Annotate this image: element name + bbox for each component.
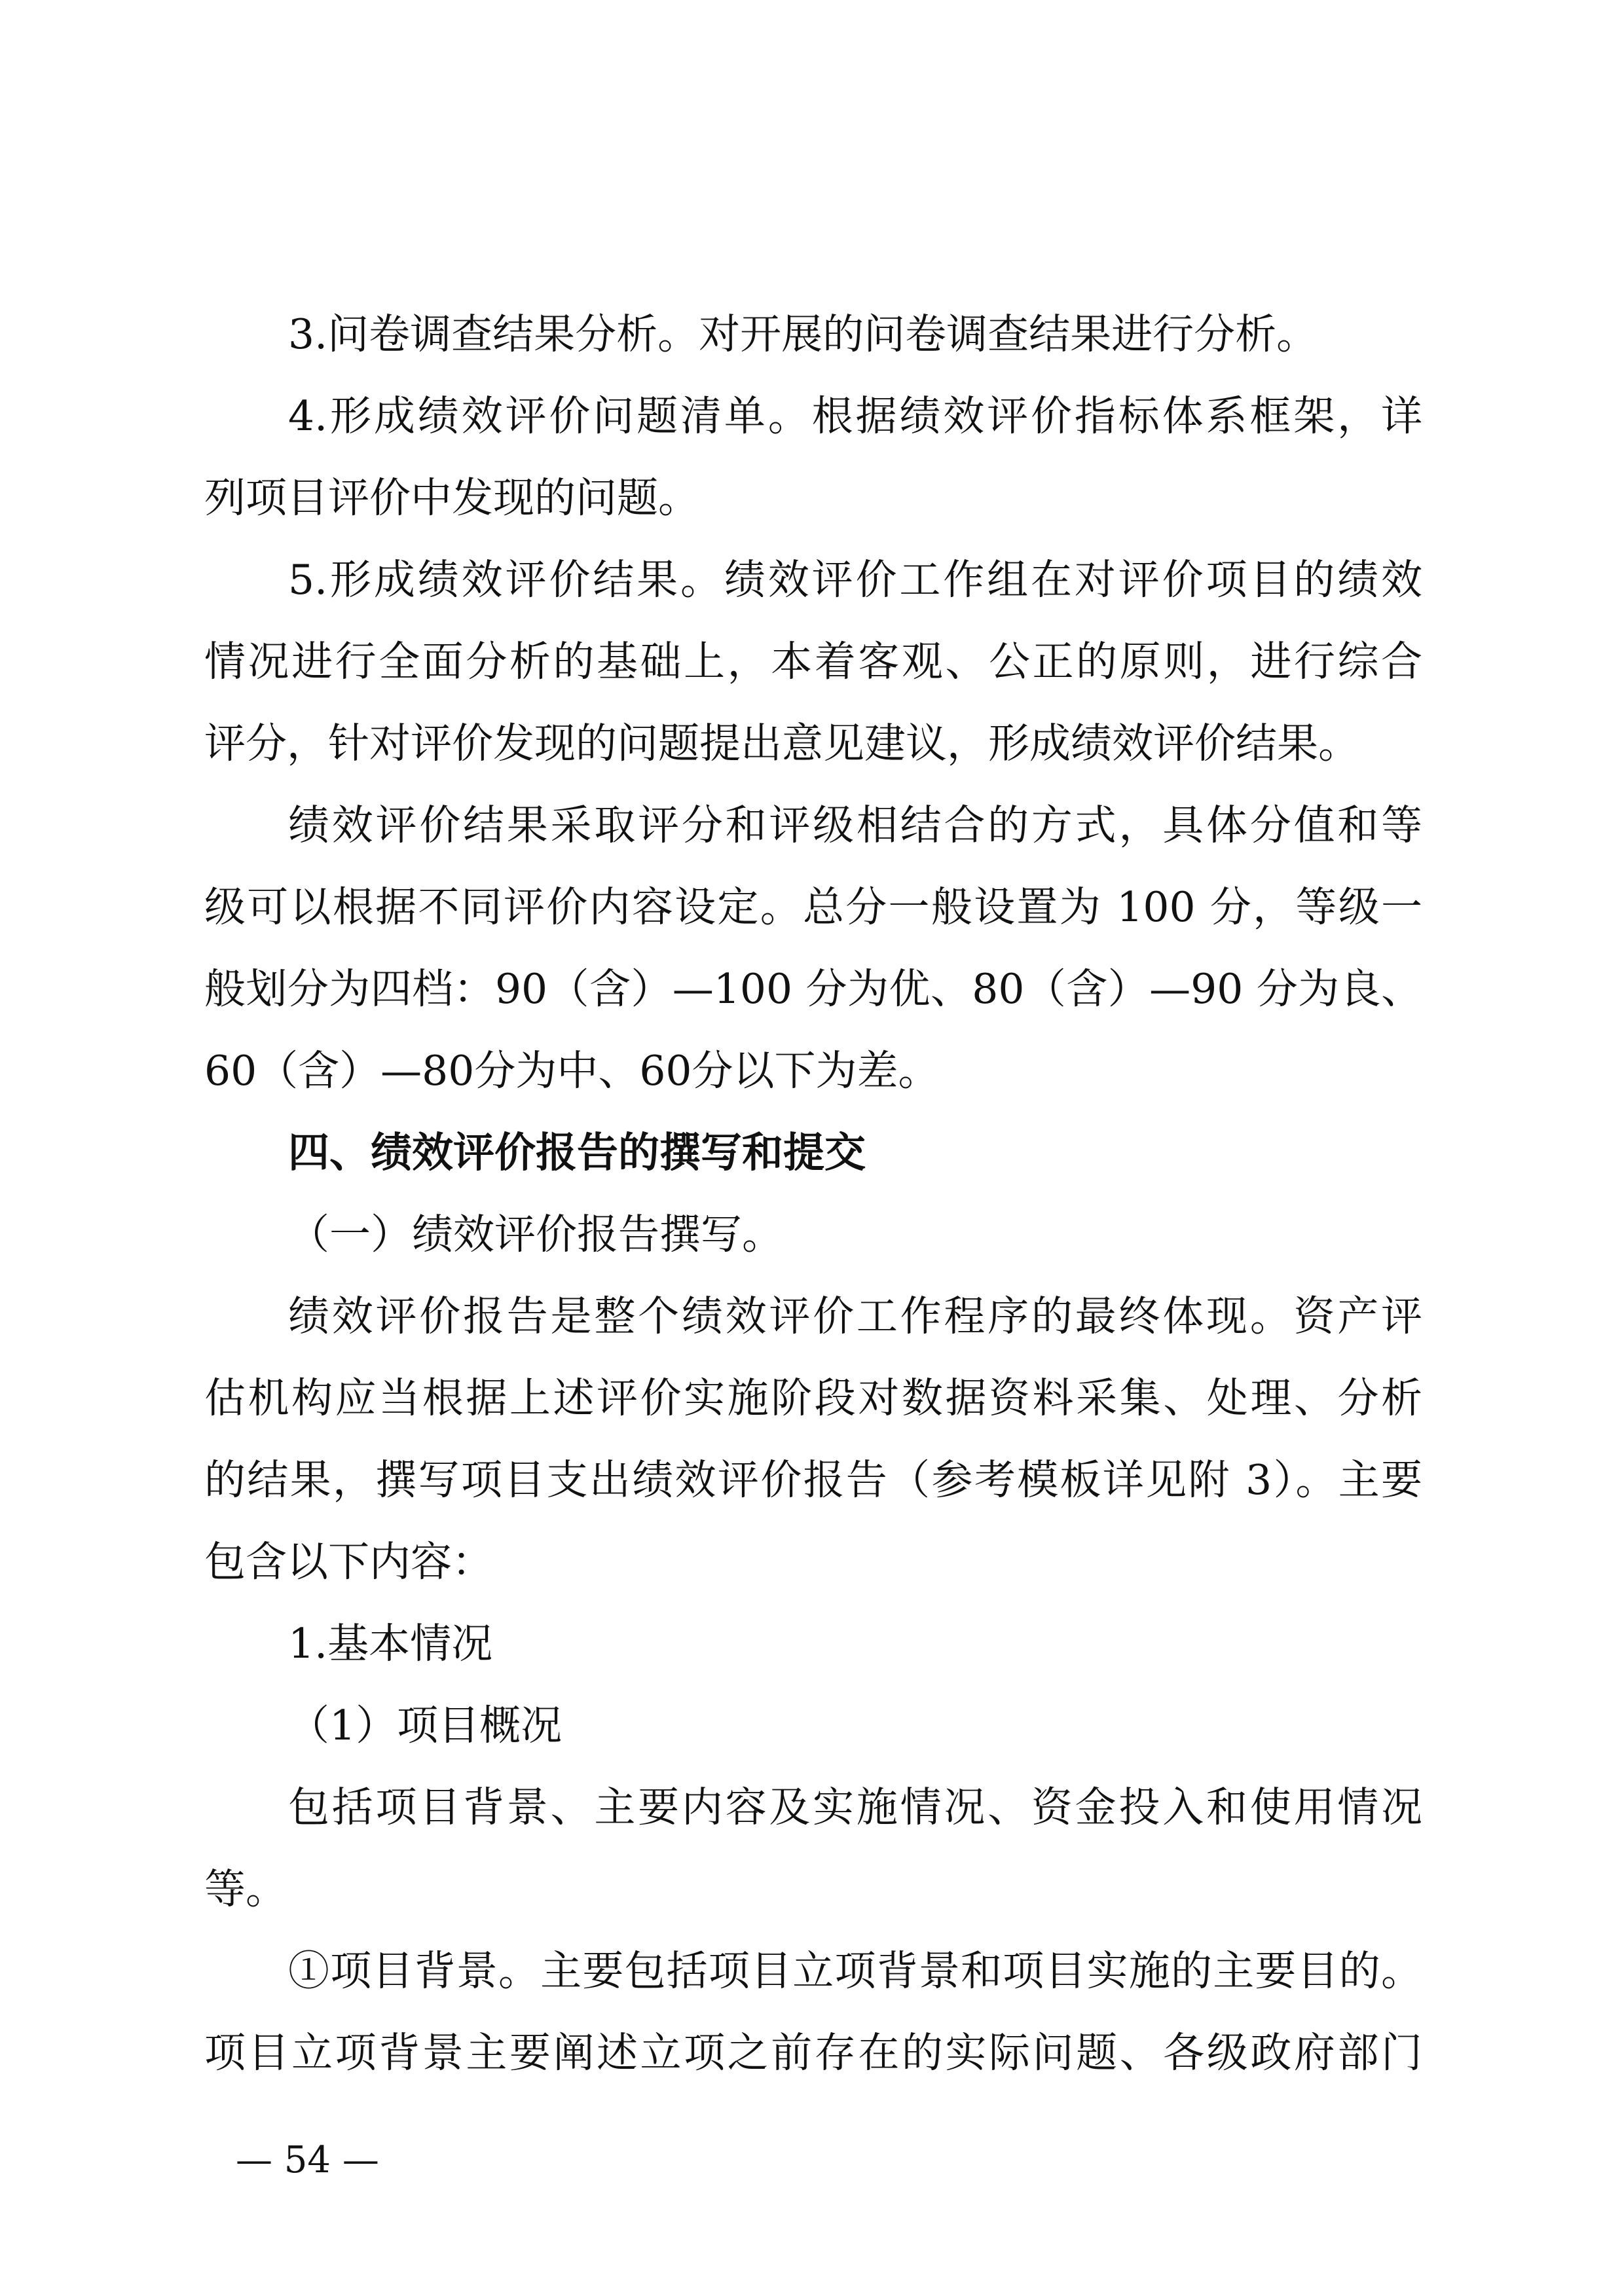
paragraph-line: 包含以下内容： bbox=[204, 1538, 493, 1586]
paragraph-line: 3.问卷调查结果分析。对开展的问卷调查结果进行分析。 bbox=[288, 310, 1318, 358]
paragraph-line: 般划分为四档：90（含）—100 分为优、80（含）—90 分为良、 bbox=[204, 965, 1422, 1013]
paragraph-line: 级可以根据不同评价内容设定。总分一般设置为 100 分，等级一 bbox=[204, 883, 1422, 931]
page-number: — 54 — bbox=[236, 2139, 379, 2181]
paragraph-line: 绩效评价结果采取评分和评级相结合的方式，具体分值和等 bbox=[288, 801, 1422, 849]
paragraph-line: 60（含）—80分为中、60分以下为差。 bbox=[204, 1047, 940, 1095]
paragraph-line: 列项目评价中发现的问题。 bbox=[204, 474, 699, 522]
paragraph-line: 评分，针对评价发现的问题提出意见建议，形成绩效评价结果。 bbox=[204, 720, 1359, 767]
section-heading: 四、绩效评价报告的撰写和提交 bbox=[288, 1129, 866, 1176]
subsection-heading: （一）绩效评价报告撰写。 bbox=[288, 1211, 783, 1258]
paragraph-line: 情况进行全面分析的基础上，本着客观、公正的原则，进行综合 bbox=[204, 638, 1422, 685]
list-heading: 1.基本情况 bbox=[288, 1620, 493, 1667]
paragraph-line: 包括项目背景、主要内容及实施情况、资金投入和使用情况 bbox=[288, 1783, 1422, 1831]
paragraph-line: 的结果，撰写项目支出绩效评价报告（参考模板详见附 3）。主要 bbox=[204, 1456, 1422, 1504]
paragraph-line: 4.形成绩效评价问题清单。根据绩效评价指标体系框架，详 bbox=[288, 392, 1422, 440]
paragraph-line: 绩效评价报告是整个绩效评价工作程序的最终体现。资产评 bbox=[288, 1292, 1422, 1340]
paragraph-line: 项目立项背景主要阐述立项之前存在的实际问题、各级政府部门 bbox=[204, 2029, 1422, 2077]
list-subheading: （1）项目概况 bbox=[288, 1702, 563, 1749]
paragraph-line: ①项目背景。主要包括项目立项背景和项目实施的主要目的。 bbox=[288, 1947, 1422, 1995]
paragraph-line: 等。 bbox=[204, 1865, 287, 1913]
paragraph-line: 5.形成绩效评价结果。绩效评价工作组在对评价项目的绩效 bbox=[288, 556, 1422, 604]
paragraph-line: 估机构应当根据上述评价实施阶段对数据资料采集、处理、分析 bbox=[204, 1374, 1422, 1422]
